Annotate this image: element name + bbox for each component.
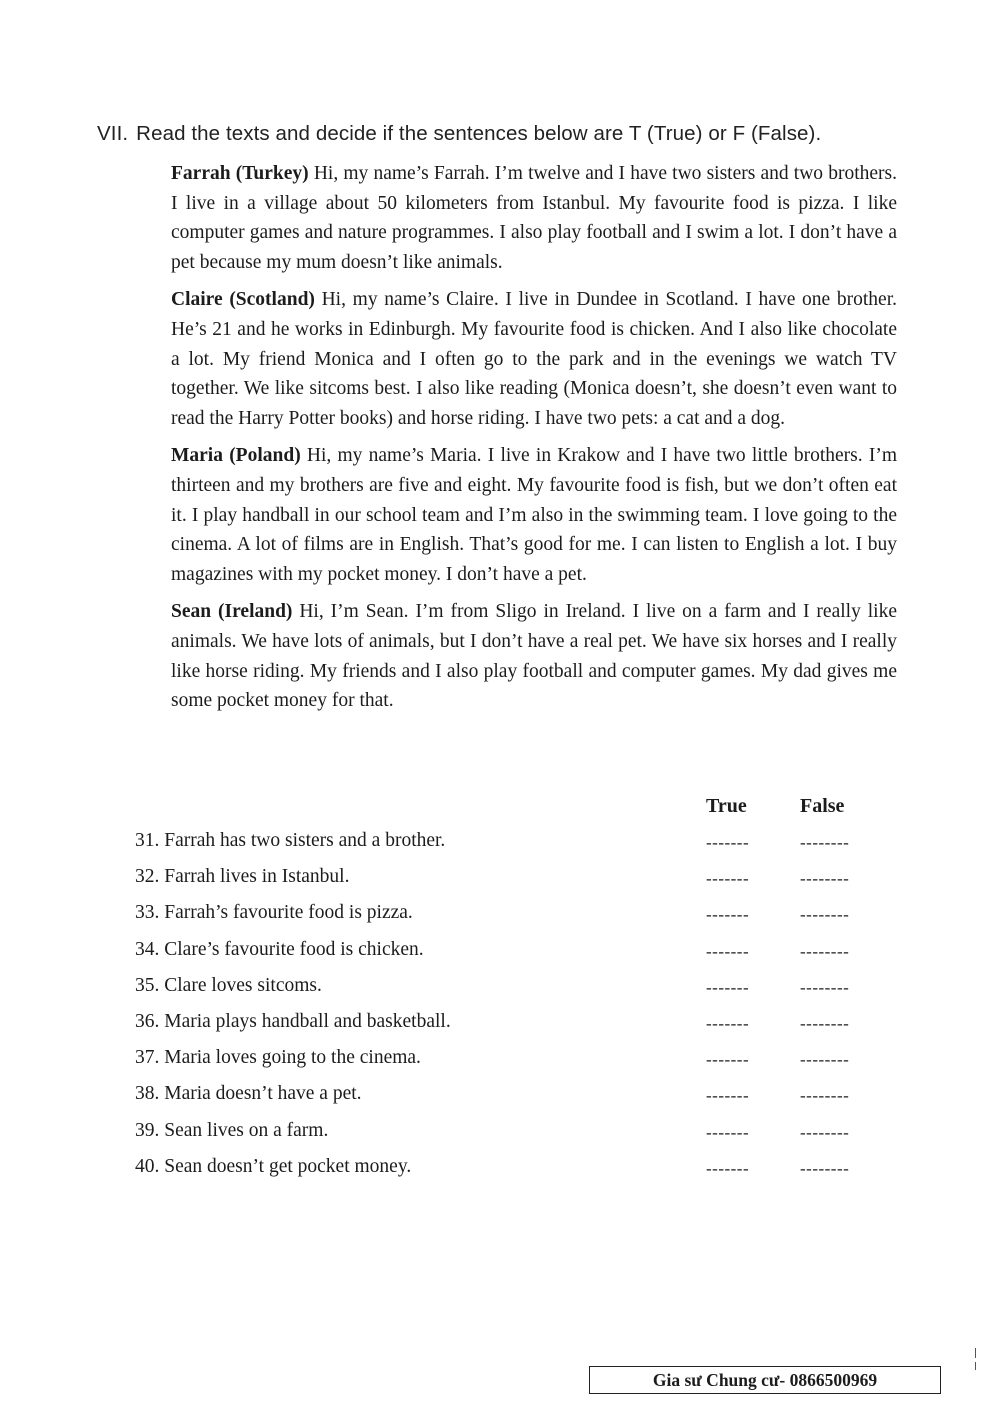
false-answer-blank[interactable]: -------- xyxy=(800,1086,850,1106)
question-number: 34. xyxy=(135,938,160,960)
question-row xyxy=(135,862,875,898)
false-answer-blank[interactable]: -------- xyxy=(800,1050,850,1070)
question-text: Farrah’s favourite food is pizza. xyxy=(159,902,413,924)
question-row xyxy=(135,898,875,934)
passage-text: Hi, my name’s Maria. I live in Krakow and I have two little brothers. I’m thirteen and my brothers are five and eight. My favourite food is fish, but we don’t often eat it. I play handball in our school team and I’m also in the swimming team. I love going to the cinema. A lot of films are in English. That’s good for me. I can listen to English a lot. I buy magazines with my pocket money. I don’t have a pet. xyxy=(171,445,897,585)
false-answer-blank[interactable]: -------- xyxy=(800,833,850,852)
question-row xyxy=(135,1007,875,1043)
true-answer-blank[interactable]: ------- xyxy=(706,1086,750,1106)
footer-credit-box: Gia sư Chung cư- 0866500969 xyxy=(589,1366,941,1394)
true-answer-blank[interactable]: ------- xyxy=(706,1122,750,1142)
false-column-header: False xyxy=(800,795,845,817)
question-text: Clare loves sitcoms. xyxy=(159,974,322,996)
question-text: Farrah has two sisters and a brother. xyxy=(159,830,446,851)
question-row xyxy=(135,1152,875,1188)
true-answer-blank[interactable]: ------- xyxy=(706,869,750,889)
passage-speaker: Sean (Ireland) xyxy=(171,601,293,623)
question-text: Maria loves going to the cinema. xyxy=(159,1047,421,1069)
question-text: Farrah lives in Istanbul. xyxy=(159,866,350,888)
passage-sean xyxy=(171,597,897,715)
true-answer-blank[interactable]: ------- xyxy=(706,1158,750,1178)
false-answer-blank[interactable]: -------- xyxy=(800,1122,850,1142)
true-answer-blank[interactable]: ------- xyxy=(706,905,750,925)
question-number: 38. xyxy=(135,1083,160,1105)
question-number: 32. xyxy=(135,866,160,888)
passage-claire xyxy=(171,285,897,433)
exercise-number: VII. xyxy=(97,122,129,145)
question-number: 40. xyxy=(135,1155,160,1177)
exercise-heading xyxy=(97,122,917,146)
scan-edge-mark xyxy=(975,1348,976,1358)
false-answer-blank[interactable]: -------- xyxy=(800,869,850,889)
passage-farrah xyxy=(171,159,897,277)
question-number: 33. xyxy=(135,902,160,924)
question-row xyxy=(135,826,875,862)
false-answer-blank[interactable]: -------- xyxy=(800,977,850,997)
passage-speaker: Farrah (Turkey) xyxy=(171,163,309,184)
question-text: Sean doesn’t get pocket money. xyxy=(159,1155,412,1177)
false-answer-blank[interactable]: -------- xyxy=(800,1013,850,1033)
true-answer-blank[interactable]: ------- xyxy=(706,977,750,997)
true-answer-blank[interactable]: ------- xyxy=(706,833,750,852)
question-number: 31. xyxy=(135,830,160,851)
passage-text: Hi, my name’s Farrah. I’m twelve and I have two sisters and two brothers. I live in a village about 50 kilometers from Istanbul. My favourite food is pizza. I like computer games and nature programmes. I also play football and I swim a lot. I don’t have a pet because my mum doesn’t like animals. xyxy=(171,163,897,273)
true-answer-blank[interactable]: ------- xyxy=(706,941,750,961)
true-column-header: True xyxy=(706,795,747,817)
false-answer-blank[interactable]: -------- xyxy=(800,905,850,925)
question-text: Clare’s favourite food is chicken. xyxy=(159,938,424,960)
passage-text: Hi, I’m Sean. I’m from Sligo in Ireland. I live on a farm and I really like animals. We have lots of animals, but I don’t have a real pet. We have six horses and I really like horse riding. My friends and I also play football and computer games. My dad gives me some pocket money for that. xyxy=(171,601,897,712)
passage-speaker: Maria (Poland) xyxy=(171,445,301,467)
question-text: Sean lives on a farm. xyxy=(159,1119,329,1141)
question-text: Maria plays handball and basketball. xyxy=(159,1010,451,1032)
question-number: 37. xyxy=(135,1047,160,1069)
question-number: 39. xyxy=(135,1119,160,1141)
question-number: 35. xyxy=(135,974,160,996)
passage-text: Hi, my name’s Claire. I live in Dundee in Scotland. I have one brother. He’s 21 and he works in Edinburgh. My favourite food is chicken. And I also like chocolate a lot. My friend Monica and I often go to the park and in the evenings we watch TV together. We like sitcoms best. I also like reading (Monica doesn’t, she doesn’t even want to read the Harry Potter books) and horse riding. I have two pets: a cat and a dog. xyxy=(171,289,897,429)
true-answer-blank[interactable]: ------- xyxy=(706,1050,750,1070)
passage-speaker: Claire (Scotland) xyxy=(171,289,315,311)
false-answer-blank[interactable]: -------- xyxy=(800,1158,850,1178)
question-row xyxy=(135,1043,875,1079)
question-row xyxy=(135,1079,875,1115)
false-answer-blank[interactable]: -------- xyxy=(800,941,850,961)
question-text: Maria doesn’t have a pet. xyxy=(159,1083,362,1105)
true-answer-blank[interactable]: ------- xyxy=(706,1013,750,1033)
question-number: 36. xyxy=(135,1010,160,1032)
question-list xyxy=(135,826,875,1188)
exercise-instruction: Read the texts and decide if the sentences below are T (True) or F (False). xyxy=(136,122,822,145)
passage-maria xyxy=(171,441,897,589)
question-row xyxy=(135,935,875,971)
reading-passages xyxy=(171,159,897,724)
question-row xyxy=(135,971,875,1007)
question-row xyxy=(135,1116,875,1152)
scan-edge-mark xyxy=(975,1362,976,1370)
